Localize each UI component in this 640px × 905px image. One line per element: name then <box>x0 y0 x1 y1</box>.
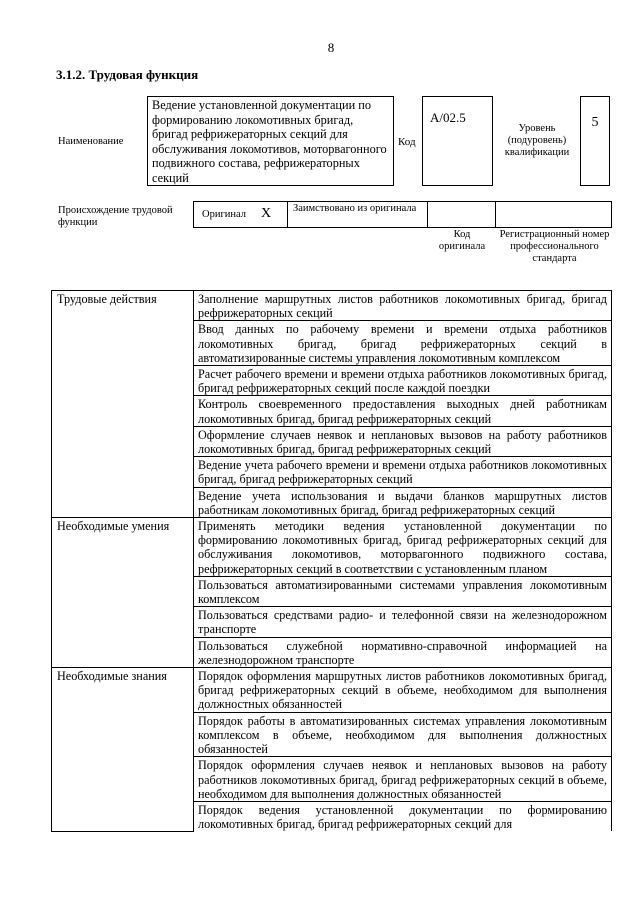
code-label: Код <box>398 136 416 148</box>
list-item: Заполнение маршрутных листов работников локомотивных бригад, бригад рефрижераторных секций <box>194 291 612 321</box>
list-item: Порядок работы в автоматизированных системах управления локомотивным комплексом в объеме, необходимом для выполнения должностных обязанностей <box>194 712 612 757</box>
registration-number-cell <box>495 201 612 228</box>
original-label: Оригинал <box>202 209 246 220</box>
category-labor-actions: Трудовые действия <box>52 291 194 518</box>
list-item: Применять методики ведения установленной документации по формированию локомотивных бригад, бригад рефрижераторных секций для обслуживания локомотивов, моторвагонного подвижного состава, рефрижераторных секций в соответствии с установленным планом <box>194 518 612 577</box>
list-item: Пользоваться автоматизированными системами управления локомотивным комплексом <box>194 576 612 606</box>
section-title: 3.1.2. Трудовая функция <box>56 67 199 82</box>
registration-number-caption: Регистрационный номер профессионального стандарта <box>499 229 610 264</box>
level-label: Уровень (подуровень) квалификации <box>504 123 570 158</box>
table-row <box>52 291 612 321</box>
level-value-box: 5 <box>580 96 610 186</box>
borrowed-label: Заимствовано из оригинала <box>293 203 417 214</box>
original-mark: X <box>261 206 272 221</box>
original-code-cell <box>427 201 496 228</box>
list-item: Оформление случаев неявок и неплановых вызовов на работу работников локомотивных бригад, бригад рефрижераторных секций <box>194 426 612 456</box>
list-item: Порядок оформления маршрутных листов работников локомотивных бригад, бригад рефрижераторных секций в объеме, необходимом для выполнения должностных обязанностей <box>194 668 612 713</box>
list-item: Пользоваться служебной нормативно-справочной информацией на железнодорожном транспорте <box>194 637 612 667</box>
list-item: Контроль своевременного предоставления выходных дней работникам локомотивных бригад, бригад рефрижераторных секций <box>194 396 612 426</box>
name-label: Наименование <box>58 136 124 147</box>
origin-label: Происхождение трудовой функции <box>58 205 173 228</box>
category-required-skills: Необходимые умения <box>52 518 194 668</box>
list-item: Расчет рабочего времени и времени отдыха работников локомотивных бригад, бригад рефрижераторных секций после каждой поездки <box>194 366 612 396</box>
list-item: Ввод данных по рабочему времени и времени отдыха работников локомотивных бригад, бригад рефрижераторных секций в автоматизированные системы управления локомотивным комплексом <box>194 321 612 366</box>
list-item: Ведение учета использования и выдачи бланков маршрутных листов работникам локомотивных бригад, бригад рефрижераторных секций <box>194 487 612 517</box>
list-item: Пользоваться средствами радио- и телефонной связи на железнодорожном транспорте <box>194 607 612 637</box>
borrowed-cell <box>287 201 428 228</box>
function-details-table <box>51 290 612 832</box>
list-item: Ведение учета рабочего времени и времени отдыха работников локомотивных бригад, бригад рефрижераторных секций <box>194 457 612 487</box>
table-row <box>52 518 612 577</box>
original-code-caption: Код оригинала <box>438 229 486 252</box>
category-required-knowledge: Необходимые знания <box>52 668 194 832</box>
function-code-box: А/02.5 <box>422 96 493 186</box>
list-item: Порядок ведения установленной документации по формированию локомотивных бригад, бригад рефрижераторных секций для <box>194 801 612 831</box>
original-cell <box>193 201 288 228</box>
list-item: Порядок оформления случаев неявок и неплановых вызовов на работу работников локомотивных бригад, бригад рефрижераторных секций в объеме, необходимом для выполнения должностных обязанностей <box>194 757 612 802</box>
function-name-box: Ведение установленной документации по формированию локомотивных бригад, бригад рефрижераторных секций для обслуживания локомотивов, моторвагонного подвижного состава, рефрижераторных секций <box>147 96 394 186</box>
table-row <box>52 668 612 713</box>
page-number: 8 <box>327 40 335 55</box>
